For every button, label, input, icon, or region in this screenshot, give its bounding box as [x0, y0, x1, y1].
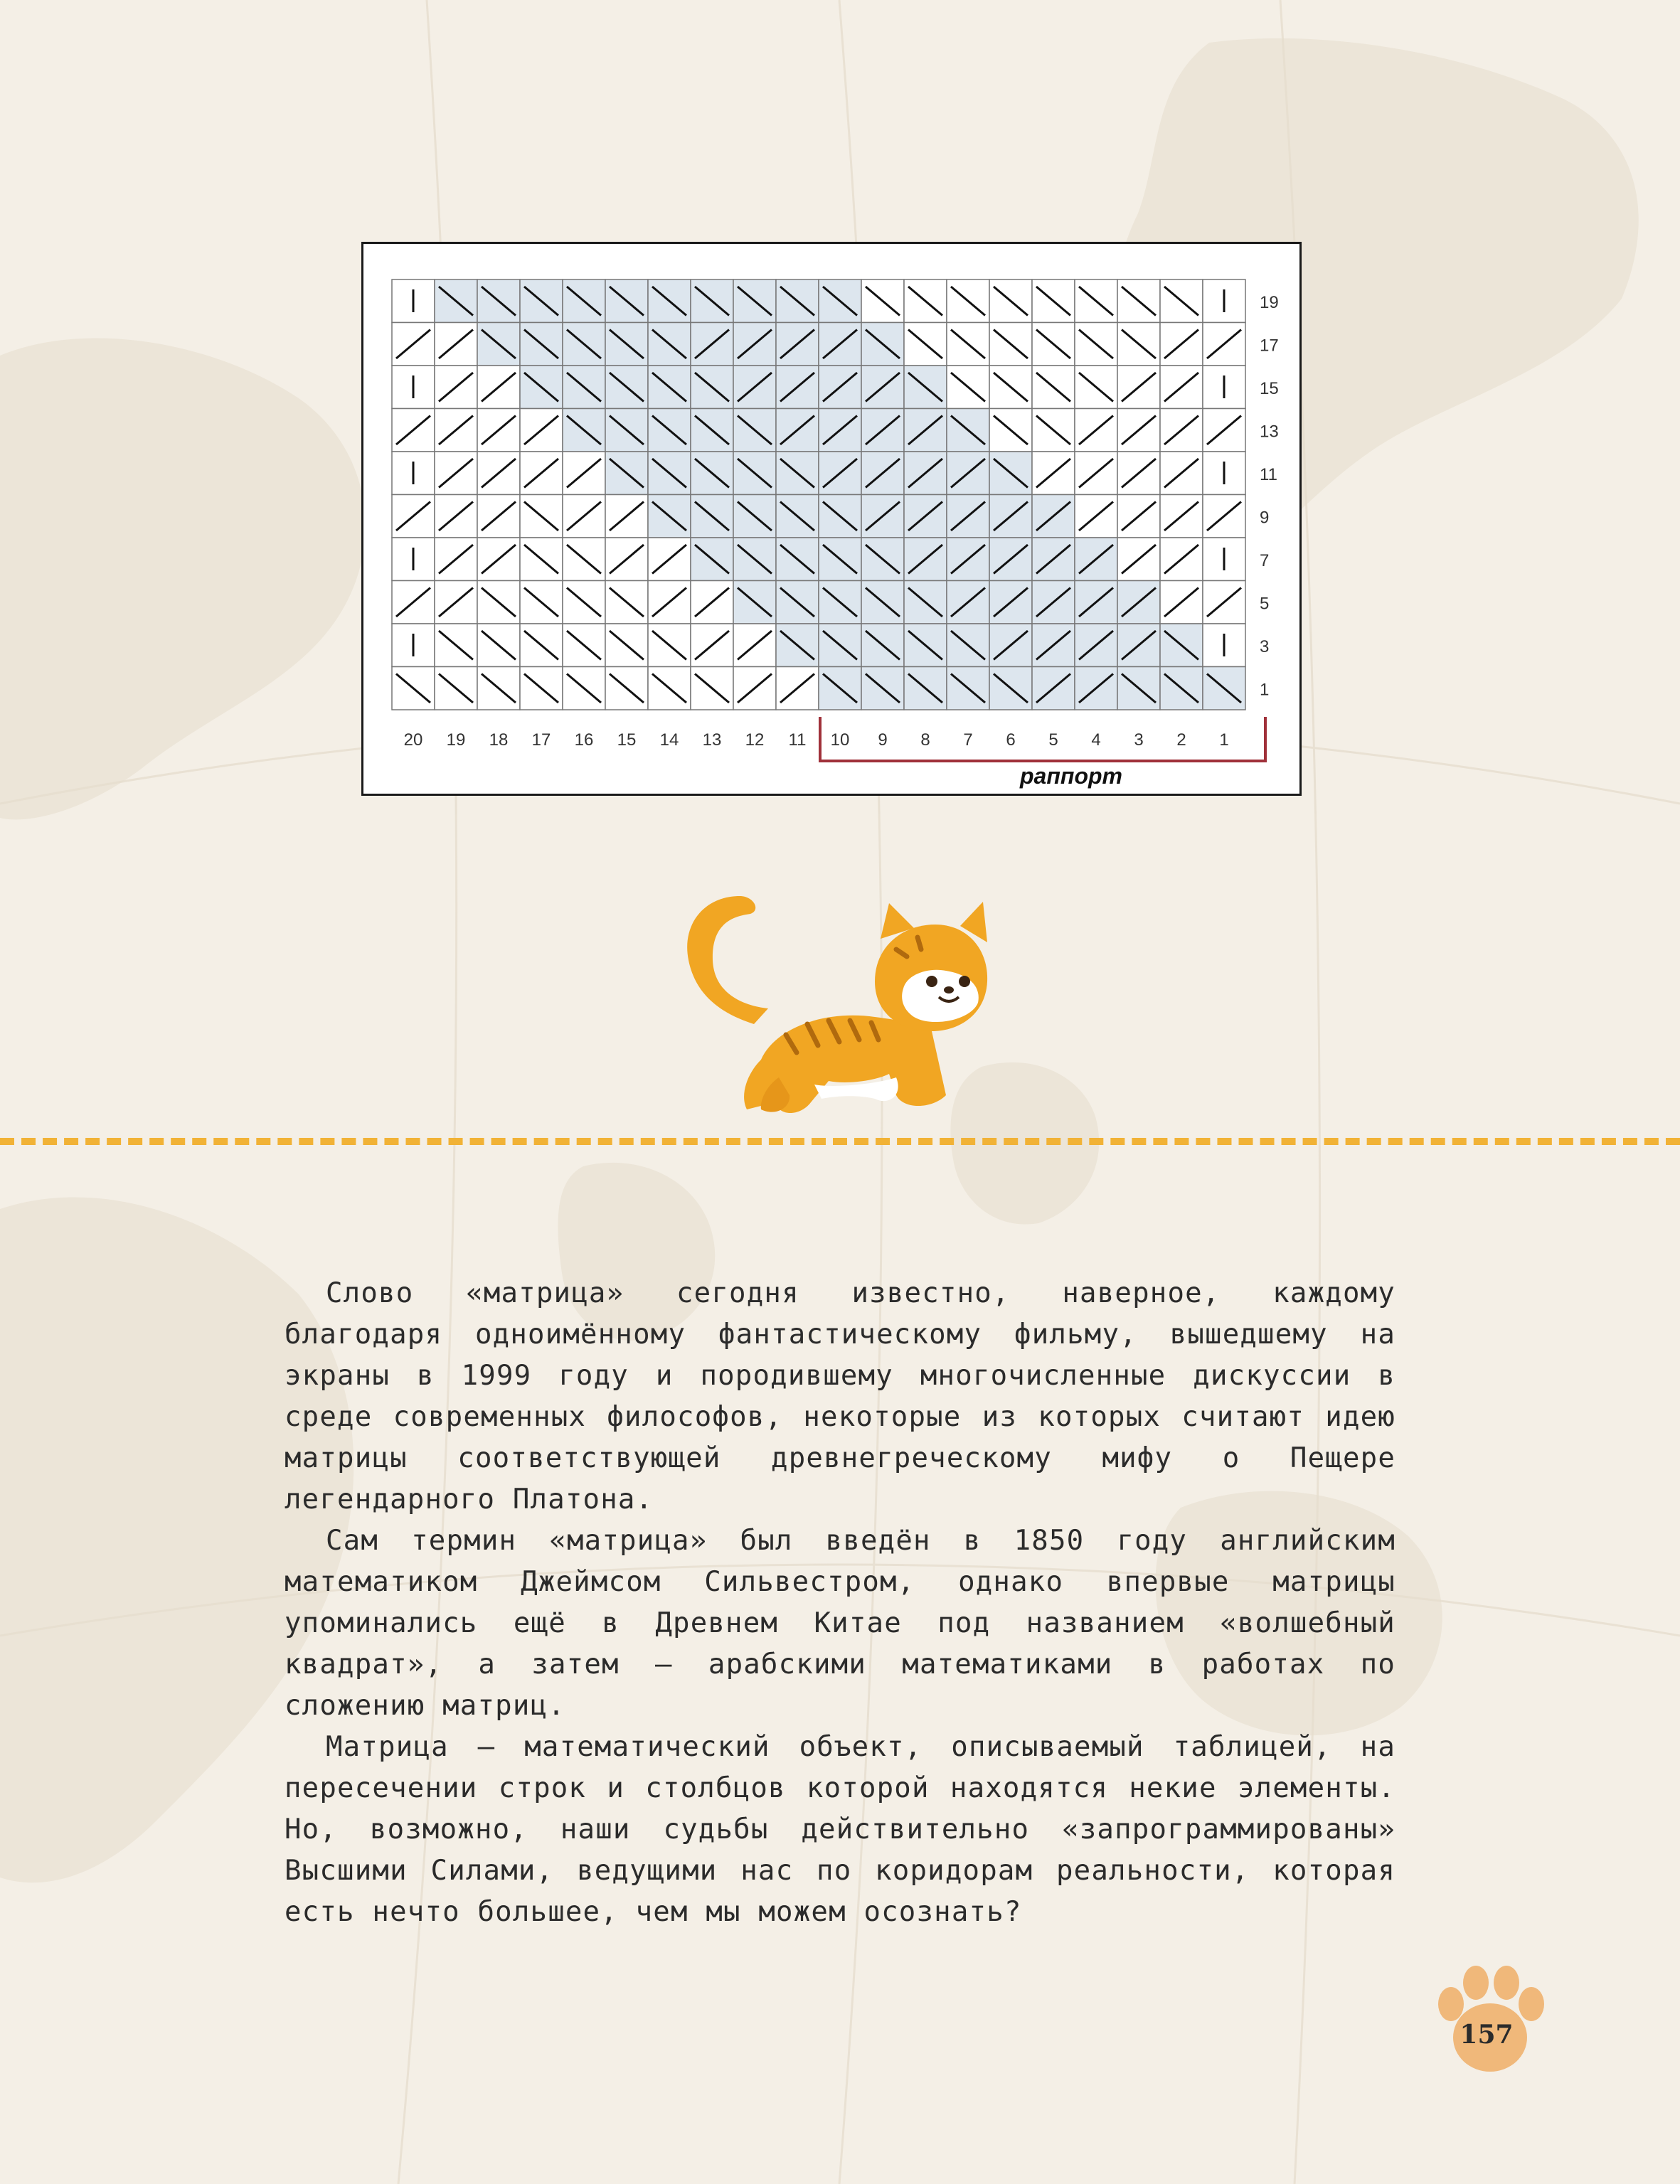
- column-label: 10: [830, 730, 850, 750]
- column-label: 16: [574, 730, 594, 750]
- column-label: 7: [963, 730, 973, 750]
- column-label: 20: [403, 730, 423, 750]
- paragraph-2: Сам термин «матрица» был введён в 1850 году английским математиком Джеймсом Сильвестром, однако впервые матрицы упоминались ещё в Древнем Китае под названием «волшебный квадрат», а затем – арабскими математиками в работах по сложению матриц.: [285, 1525, 1395, 1722]
- row-label: 1: [1260, 680, 1270, 700]
- row-label: 9: [1260, 508, 1270, 528]
- column-label: 6: [1006, 730, 1016, 750]
- column-label: 12: [745, 730, 765, 750]
- knitting-chart-svg: [363, 244, 1299, 794]
- walking-cat-icon: [661, 882, 1003, 1124]
- row-label: 11: [1260, 465, 1277, 484]
- column-label: 14: [659, 730, 679, 750]
- column-label: 8: [920, 730, 930, 750]
- body-text: [285, 1273, 1395, 1933]
- page-number: 157: [1460, 2020, 1514, 2050]
- column-label: 9: [878, 730, 888, 750]
- rapport-label: раппорт: [1020, 763, 1122, 789]
- column-label: 11: [788, 730, 807, 750]
- knitting-chart: [361, 242, 1302, 796]
- column-label: 17: [531, 730, 551, 750]
- dashed-divider: [0, 1138, 1680, 1145]
- paragraph-3: Матрица – математический объект, описываемый таблицей, на пересечении строк и столбцов которой находятся некие элементы. Но, возможно, наши судьбы действительно «запрограммированы» Высшими Силами, ведущими нас по коридорам реальности, которая есть нечто большее, чем мы можем осознать?: [285, 1731, 1395, 1928]
- row-label: 19: [1260, 293, 1279, 312]
- column-label: 18: [489, 730, 509, 750]
- row-label: 7: [1260, 551, 1270, 570]
- column-label: 4: [1091, 730, 1101, 750]
- row-label: 17: [1260, 336, 1279, 356]
- column-label: 13: [702, 730, 722, 750]
- row-label: 13: [1260, 422, 1279, 442]
- row-label: 5: [1260, 594, 1270, 614]
- column-label: 5: [1048, 730, 1058, 750]
- column-label: 3: [1134, 730, 1144, 750]
- column-label: 15: [617, 730, 637, 750]
- paragraph-1: Слово «матрица» сегодня известно, наверное, каждому благодаря одноимённому фантастическому фильму, вышедшему на экраны в 1999 году и породившему многочисленные дискуссии в среде современных философов, некоторые из которых считают идею матрицы соответствующей древнегреческому мифу о Пещере легендарного Платона.: [285, 1277, 1395, 1516]
- column-label: 19: [446, 730, 466, 750]
- row-label: 15: [1260, 379, 1279, 398]
- column-label: 1: [1219, 730, 1229, 750]
- column-label: 2: [1176, 730, 1186, 750]
- row-label: 3: [1260, 637, 1270, 656]
